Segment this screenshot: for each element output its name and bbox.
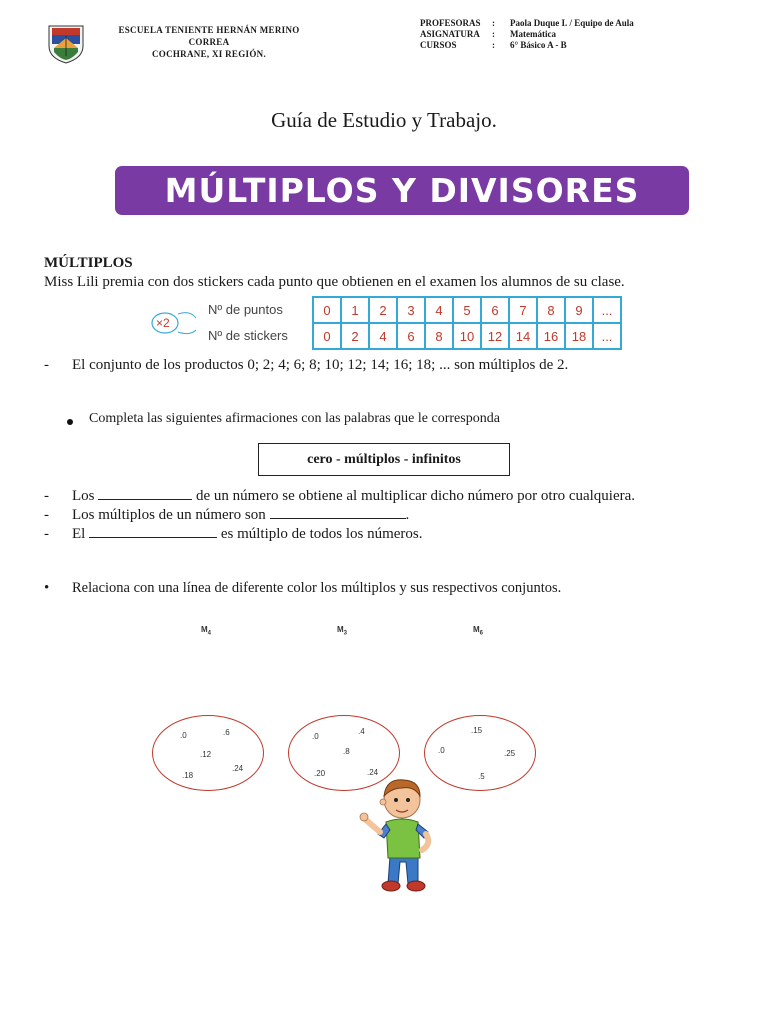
info-label: CURSOS (420, 40, 457, 50)
school-line-1: ESCUELA TENIENTE HERNÁN MERINO (118, 25, 300, 35)
sentence-3 (44, 524, 734, 543)
statement-dash: - (44, 357, 49, 373)
table-cell: 0 (313, 297, 341, 323)
table-cell: 8 (425, 323, 453, 349)
table-cell: 2 (341, 323, 369, 349)
statement-text: El conjunto de los productos 0; 2; 4; 6; 8; 10; 12; 14; 16; 18; ... son múltiplos de 2. (72, 357, 569, 373)
table-cell: ... (593, 323, 621, 349)
sentence-pre: El (72, 526, 86, 542)
sentence-post: de un número se obtiene al multiplicar dicho número por otro cualquiera. (196, 488, 636, 504)
set-number: .0 (180, 731, 187, 740)
school-line-2: CORREA (188, 37, 230, 47)
page-title: Guía de Estudio y Trabajo. (271, 108, 497, 132)
answer-blank[interactable] (89, 524, 217, 538)
sentence-dash: - (44, 526, 49, 542)
table-cell: 6 (481, 297, 509, 323)
info-row-course (420, 40, 634, 51)
word-bank-box: cero - múltiplos - infinitos (258, 443, 510, 476)
info-value: Paola Duque I. / Equipo de Aula (510, 18, 634, 28)
school-logo (46, 22, 86, 64)
info-row-subject (420, 29, 634, 40)
topic-banner: MÚLTIPLOS Y DIVISORES (115, 166, 689, 215)
table-cell: 4 (425, 297, 453, 323)
set-number: .24 (367, 768, 379, 777)
cartoon-boy-illustration (356, 772, 446, 898)
table-cell: 7 (509, 297, 537, 323)
sentence-dash: - (44, 507, 49, 523)
sentence-dash: - (44, 488, 49, 504)
table-cell: 16 (537, 323, 565, 349)
table-cell: 12 (481, 323, 509, 349)
table-cell: 3 (397, 297, 425, 323)
set-number: .24 (232, 764, 244, 773)
multiplier-label: ×2 (156, 316, 170, 330)
info-colon: : (492, 18, 495, 28)
info-colon: : (492, 29, 495, 39)
table-cell: 9 (565, 297, 593, 323)
info-row-teachers (420, 18, 634, 29)
info-value: 6° Básico A - B (510, 40, 567, 50)
table-cell: 2 (369, 297, 397, 323)
sentence-post: . (405, 507, 410, 523)
section-intro: Miss Lili premia con dos stickers cada punto que obtienen en el examen los alumnos de su clase. (44, 274, 625, 290)
school-name (96, 24, 322, 60)
set-number: .0 (438, 746, 445, 755)
bullet-icon: • (44, 580, 50, 596)
instruction-complete: Completa las siguientes afirmaciones con las palabras que le corresponda (89, 411, 500, 426)
table-cell: 14 (509, 323, 537, 349)
info-colon: : (492, 40, 495, 50)
table-cell: 4 (369, 323, 397, 349)
school-line-3: COCHRANE, XI REGIÓN. (151, 49, 266, 59)
multiples-statement (44, 356, 724, 375)
table-cell: 1 (341, 297, 369, 323)
course-info (420, 18, 634, 51)
table-cell: 18 (565, 323, 593, 349)
set-number: .6 (223, 728, 230, 737)
set-number: .25 (504, 749, 516, 758)
sentence-1 (44, 486, 734, 505)
table-cell: 6 (397, 323, 425, 349)
set-number: .8 (343, 747, 350, 756)
set-label-m6: $M_6$ (473, 625, 484, 637)
points-stickers-table (312, 296, 622, 350)
set-label-m4: $M_4$ (201, 625, 212, 637)
bullet-icon (67, 419, 73, 425)
row-label-points: Nº de puntos (208, 302, 283, 317)
multiplier-arrow (176, 304, 206, 344)
info-label: PROFESORAS (420, 18, 481, 28)
table-cell: 8 (537, 297, 565, 323)
set-label-m3: $M_3$ (337, 625, 348, 637)
table-cell: 0 (313, 323, 341, 349)
table-cell: 5 (453, 297, 481, 323)
info-label: ASIGNATURA (420, 29, 480, 39)
answer-blank[interactable] (98, 486, 192, 500)
instruction-relate: Relaciona con una línea de diferente color los múltiplos y sus respectivos conjuntos. (72, 580, 562, 596)
set-number: .5 (478, 772, 485, 781)
set-number: .0 (312, 732, 319, 741)
set-number: .12 (200, 750, 212, 759)
table-cell: 10 (453, 323, 481, 349)
table-cell: ... (593, 297, 621, 323)
section-heading: MÚLTIPLOS (44, 255, 133, 271)
sentence-post: es múltiplo de todos los números. (220, 526, 423, 542)
sentence-pre: Los múltiplos de un número son (72, 507, 266, 523)
set-number: .4 (358, 727, 365, 736)
set-number: .18 (182, 771, 194, 780)
set-number: .20 (314, 769, 326, 778)
answer-blank[interactable] (270, 505, 406, 519)
sentence-2 (44, 505, 734, 524)
info-value: Matemática (510, 29, 556, 39)
row-label-stickers: Nº de stickers (208, 328, 288, 343)
sentence-pre: Los (72, 488, 95, 504)
set-number: .15 (471, 726, 483, 735)
